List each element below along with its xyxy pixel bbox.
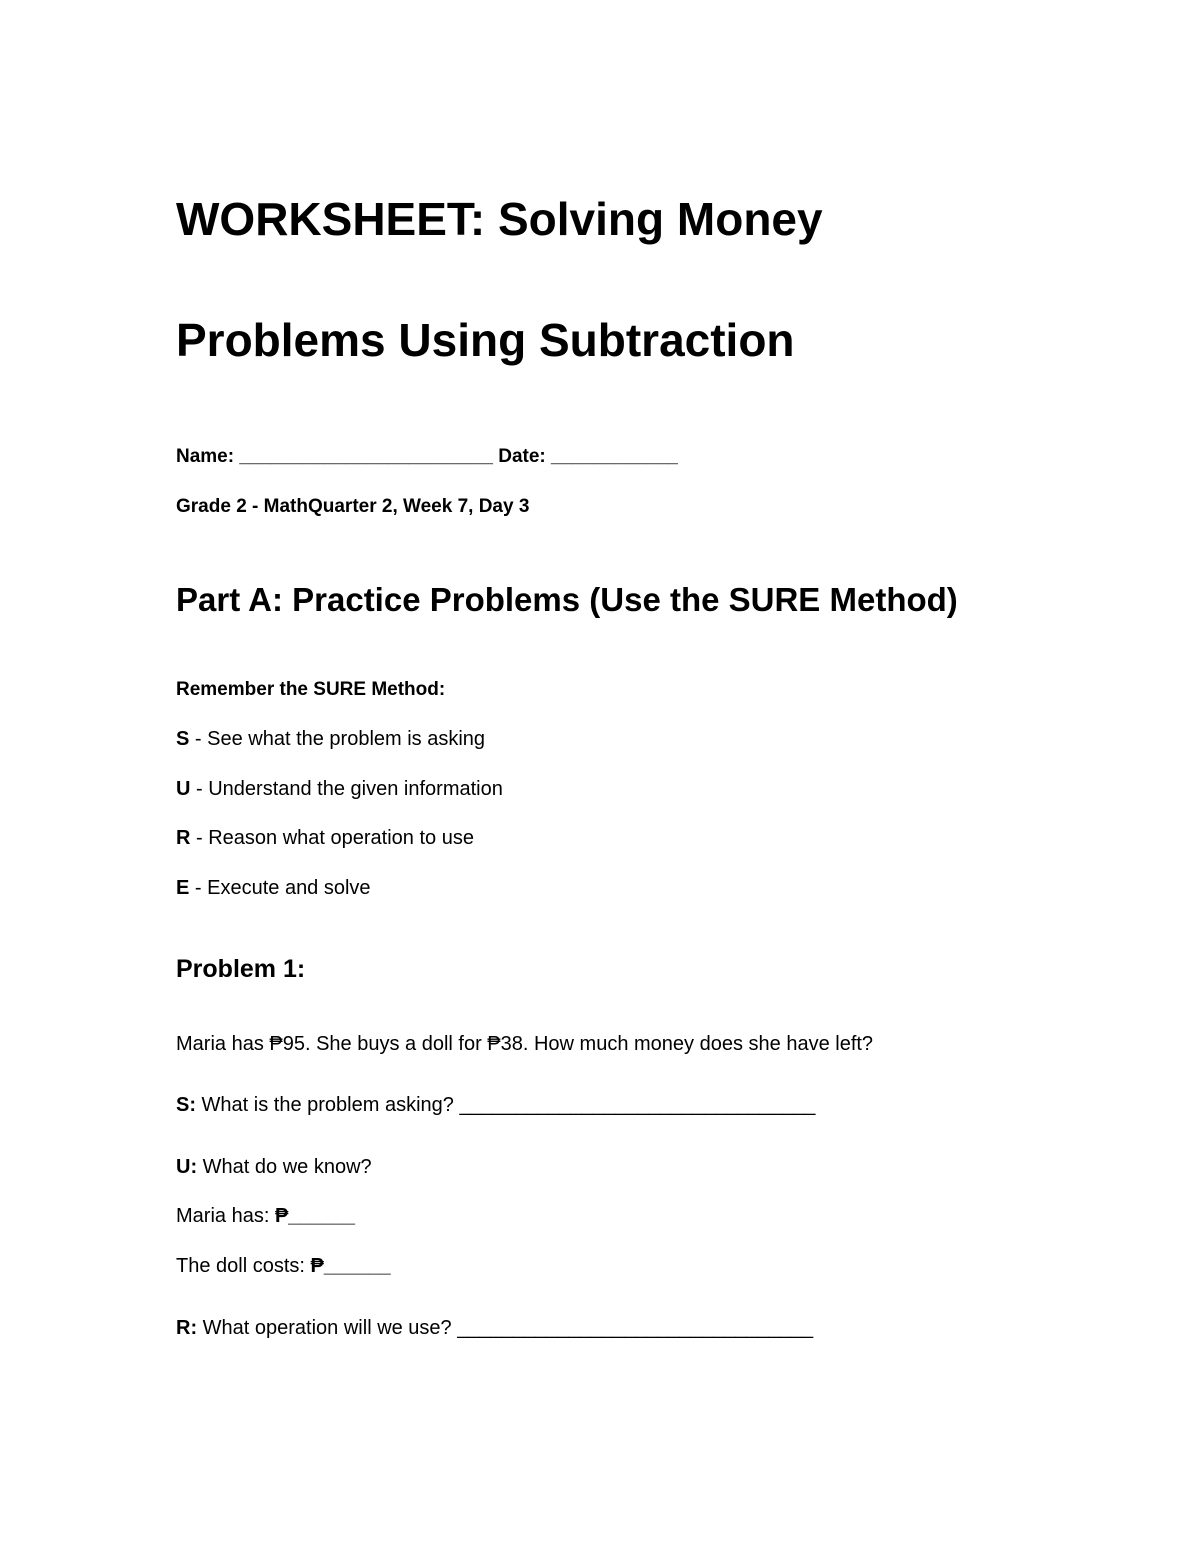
problem-1-statement: Maria has ₱95. She buys a doll for ₱38. How much money does she have left?	[176, 1033, 874, 1055]
u-label: U:	[176, 1156, 198, 1178]
maria-has-label: Maria has:	[176, 1205, 275, 1227]
sure-step-r	[176, 828, 474, 848]
maria-has-line	[176, 1206, 355, 1226]
remember-label: Remember the SURE Method:	[176, 679, 446, 700]
sure-step-text: - See what the problem is asking	[189, 728, 486, 750]
doll-costs-blank: ₱______	[310, 1255, 391, 1277]
part-a-heading: Part A: Practice Problems (Use the SURE Method)	[176, 581, 958, 618]
title-line-2: Problems Using Subtraction	[176, 314, 795, 366]
sure-step-letter: U	[176, 778, 191, 800]
s-label: S:	[176, 1094, 196, 1116]
sure-step-e	[176, 878, 371, 898]
doll-costs-line	[176, 1256, 391, 1276]
sure-step-u	[176, 779, 503, 799]
doll-costs-label: The doll costs:	[176, 1255, 311, 1277]
sure-step-text: - Understand the given information	[190, 778, 503, 800]
sure-step-letter: S	[176, 728, 190, 750]
sure-step-letter: E	[176, 877, 190, 899]
sure-step-text: - Reason what operation to use	[190, 827, 474, 849]
s-question-text: What is the problem asking? ________________________________	[196, 1094, 816, 1116]
name-date-line: Name: ________________________ Date: ____________	[176, 446, 678, 467]
problem-1-s-question	[176, 1095, 815, 1115]
maria-has-blank: ₱______	[274, 1205, 356, 1227]
problem-1-heading: Problem 1:	[176, 955, 306, 983]
sure-step-text: - Execute and solve	[189, 877, 371, 899]
title-line-1: WORKSHEET: Solving Money	[176, 193, 823, 245]
problem-1-r-question	[176, 1318, 813, 1338]
sure-step-s	[176, 729, 485, 749]
r-label: R:	[176, 1317, 198, 1339]
grade-info: Grade 2 - MathQuarter 2, Week 7, Day 3	[176, 496, 530, 517]
problem-1-u-question	[176, 1157, 372, 1177]
sure-step-letter: R	[176, 827, 191, 849]
r-question-text: What operation will we use? ________________________________	[197, 1317, 814, 1339]
u-question-text: What do we know?	[197, 1156, 372, 1178]
